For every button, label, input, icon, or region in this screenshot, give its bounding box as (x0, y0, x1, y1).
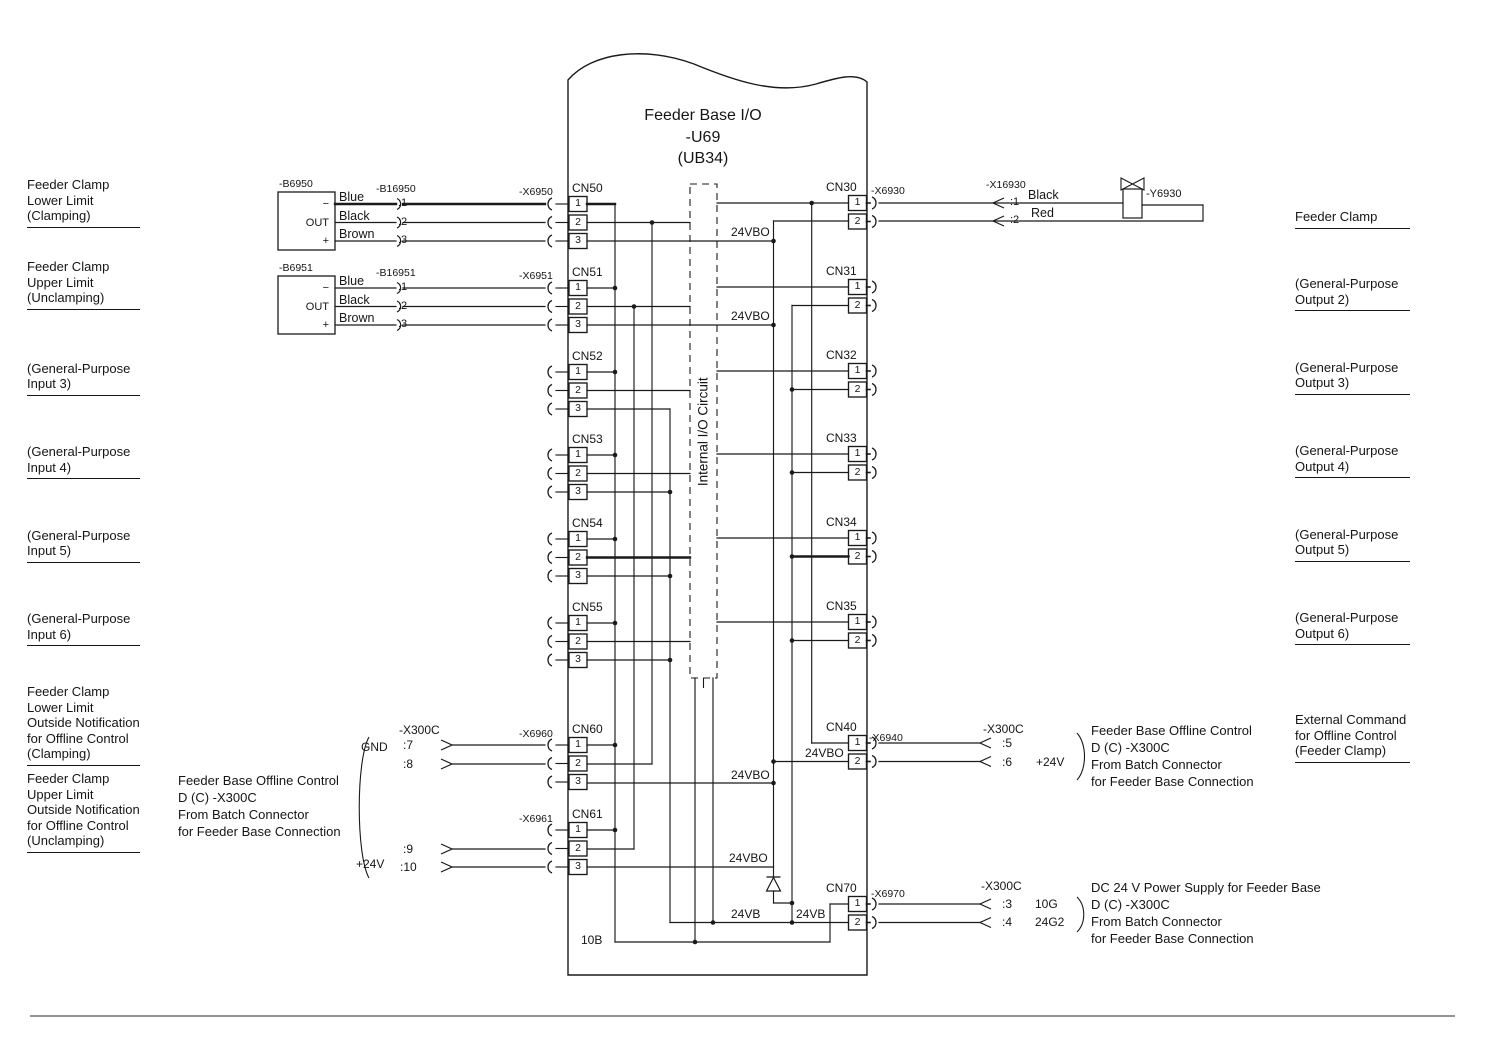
annotation-line: Feeder Clamp (27, 771, 110, 786)
annotation-line: Output 3) (1295, 375, 1350, 390)
sensor-1-plug: -B16951 (376, 267, 416, 279)
pin-number: 1 (575, 197, 581, 209)
pin-number: 2 (575, 634, 581, 647)
pin-number: 2 (575, 841, 581, 854)
note-line: D (C) -X300C (178, 790, 257, 805)
device-ref: -U69 (685, 129, 721, 146)
pin-number: 3 (575, 775, 581, 787)
connector-socket-icon (548, 486, 552, 498)
x300c-pin3: :3 (1002, 897, 1013, 911)
junction-dot (668, 658, 673, 663)
pin-number: 1 (854, 531, 861, 543)
net-24vbo-3: 24VBO (805, 746, 844, 760)
sensor-0-plug: -B16950 (376, 183, 416, 195)
annotation-line: Outside Notification (27, 802, 140, 817)
connector-plug-icon (872, 448, 876, 460)
x16930-pin2: :2 (1010, 214, 1020, 226)
p24v-right-label: +24V (1036, 755, 1065, 769)
pin-number: 1 (854, 897, 861, 909)
pin-number: 3 (575, 569, 581, 581)
annotation-line: Output 6) (1295, 625, 1350, 641)
plug-x16930-label: -X16930 (986, 179, 1026, 191)
sensor-1-id: -B6951 (279, 262, 313, 274)
annotation-line: Input 5) (27, 543, 72, 558)
junction-dot (668, 574, 673, 579)
left-annotation-2 (27, 361, 140, 396)
annotation-line: External Command (1295, 712, 1407, 727)
annotation-line: (General-Purpose (27, 527, 131, 543)
connector-socket-icon (548, 861, 552, 873)
x300c-left-label: -X300C (399, 723, 440, 737)
connector-CN61-label: CN61 (572, 807, 603, 821)
connector-socket-icon (548, 468, 552, 480)
arrow-right-icon (441, 740, 452, 750)
pin-number: 2 (854, 465, 861, 478)
right-annotation-1 (1295, 276, 1410, 311)
wire-color-label: Brown (339, 311, 375, 325)
connector-CN31-label: CN31 (826, 264, 857, 278)
connector-plug-icon (872, 551, 876, 563)
valve-wire-red: Red (1031, 206, 1054, 220)
annotation-line: Input 6) (27, 626, 72, 642)
note-line: for Feeder Base Connection (178, 824, 341, 839)
connector-CN51-label: CN51 (572, 265, 603, 279)
connector-plug-icon (872, 756, 876, 768)
junction-dot (790, 920, 795, 925)
left-annotation-6 (27, 684, 140, 766)
junction-dot (771, 239, 776, 244)
note-line: D (C) -X300C (1091, 897, 1170, 912)
arrow-right-icon (441, 862, 452, 872)
sensor-terminal: + (322, 319, 329, 331)
wire-color-label: Blue (339, 190, 365, 204)
note-line: From Batch Connector (1091, 757, 1222, 772)
annotation-line: (Clamping) (27, 208, 91, 223)
connector-plug-icon (872, 384, 876, 396)
junction-dot (771, 323, 776, 328)
connector-plug-icon (872, 635, 876, 647)
annotation-line: Lower Limit (27, 699, 94, 715)
net-24vbo-5: 24VBO (729, 851, 768, 865)
pin-number: 2 (854, 382, 861, 395)
x300c-power-label: -X300C (981, 879, 1022, 893)
junction-dot (790, 638, 795, 643)
note-line: Feeder Base Offline Control (178, 773, 339, 788)
x300c-pin8: :8 (403, 757, 414, 771)
connector-plug-icon (872, 532, 876, 544)
net-10g: 10G (1035, 897, 1058, 911)
connector-plug-icon (872, 216, 876, 228)
socket-CN70-label: -X6970 (871, 888, 905, 900)
sensor-terminal: + (322, 235, 329, 247)
connector-plug-icon (872, 300, 876, 312)
connector-socket-icon (548, 235, 552, 247)
annotation-line: (General-Purpose (27, 611, 131, 626)
right-annotation-0 (1295, 209, 1410, 229)
net-24vbo-2: 24VBO (731, 309, 770, 323)
annotation-line: (General-Purpose (1295, 443, 1399, 458)
pin-number: 2 (575, 550, 581, 563)
connector-CN54-label: CN54 (572, 516, 603, 530)
connector-plug-icon (872, 281, 876, 293)
connector-CN53-label: CN53 (572, 432, 603, 446)
connector-socket-icon (548, 552, 552, 564)
socket-CN61-label: -X6961 (519, 813, 553, 825)
wire-color-label: Brown (339, 227, 375, 241)
left-annotation-0 (27, 177, 140, 228)
connector-socket-icon (548, 617, 552, 629)
x300c-pin10: :10 (400, 860, 417, 874)
pin-number: 1 (575, 616, 581, 628)
pin-number: 2 (575, 756, 581, 769)
junction-dot (613, 621, 618, 626)
pin-number: 1 (854, 615, 861, 627)
pin-number: 2 (854, 298, 861, 311)
net-24vbo-4: 24VBO (731, 768, 770, 782)
net-24vbo-1: 24VBO (731, 225, 770, 239)
annotation-line: Output 4) (1295, 458, 1350, 474)
power-brace (1077, 897, 1084, 932)
right-annotation-2 (1295, 360, 1410, 395)
p24v-left-label: +24V (356, 857, 385, 871)
connector-socket-icon (548, 776, 552, 788)
annotation-line: (Clamping) (27, 746, 91, 761)
left-annotation-3 (27, 444, 140, 479)
pin-number: 3 (575, 653, 581, 665)
annotation-line: Feeder Clamp (27, 684, 110, 699)
annotation-line: for Offline Control (27, 817, 129, 833)
note-line: From Batch Connector (1091, 914, 1222, 929)
annotation-line: (General-Purpose (1295, 610, 1399, 625)
connector-CN50-label: CN50 (572, 181, 603, 195)
pin-number: 1 (575, 532, 581, 544)
arrow-left-icon (980, 738, 991, 748)
connector-socket-icon (548, 654, 552, 666)
plug-pin-label: :1 (398, 197, 408, 209)
arrow-right-icon (441, 844, 452, 854)
junction-dot (613, 370, 618, 375)
connector-plug-icon (872, 365, 876, 377)
pin-number: 1 (575, 365, 581, 377)
annotation-line: Upper Limit (27, 786, 94, 802)
device-title: Feeder Base I/O (644, 107, 762, 124)
plug-pin-label: :1 (398, 281, 408, 293)
left-annotation-7 (27, 771, 140, 853)
pin-number: 3 (575, 860, 581, 872)
pin-number: 3 (575, 485, 581, 497)
plug-pin-label: :3 (398, 318, 408, 330)
annotation-line: Output 5) (1295, 542, 1350, 557)
offline-left-note (178, 772, 341, 840)
arrow-left-icon (980, 899, 991, 909)
junction-dot (711, 920, 716, 925)
annotation-line: Outside Notification (27, 715, 140, 730)
pin-number: 2 (575, 383, 581, 396)
note-line: From Batch Connector (178, 807, 309, 822)
x300c-pin6: :6 (1002, 755, 1013, 769)
socket-CN30-label: -X6930 (871, 185, 905, 197)
junction-dot (771, 781, 776, 786)
sensor-terminal: − (322, 282, 329, 294)
x300c-pin4: :4 (1002, 915, 1013, 929)
connector-socket-icon (548, 533, 552, 545)
connector-socket-icon (548, 385, 552, 397)
wire-color-label: Black (339, 208, 370, 223)
pin-number: 2 (575, 299, 581, 312)
socket-CN60-label: -X6960 (519, 728, 553, 740)
net-24g2: 24G2 (1035, 915, 1065, 929)
pin-number: 2 (854, 915, 861, 928)
connector-CN30-label: CN30 (826, 180, 857, 194)
connector-CN60-label: CN60 (572, 722, 603, 736)
valve-y6930-label: -Y6930 (1146, 188, 1182, 200)
annotation-line: Upper Limit (27, 274, 94, 290)
diode-icon (767, 878, 781, 892)
pin-number: 1 (854, 364, 861, 376)
annotation-line: Lower Limit (27, 192, 94, 208)
junction-dot (613, 537, 618, 542)
junction-dot (613, 286, 618, 291)
annotation-line: (General-Purpose (1295, 359, 1399, 375)
note-line: Feeder Base Offline Control (1091, 723, 1252, 738)
net-24vb-right: 24VB (796, 907, 826, 921)
annotation-line: (Feeder Clamp) (1295, 743, 1387, 758)
pin-number: 1 (854, 196, 861, 208)
junction-dot (613, 743, 618, 748)
junction-dot (632, 304, 637, 309)
valve-bowtie-icon (1121, 178, 1144, 190)
annotation-line: Feeder Clamp (27, 177, 110, 192)
pin-number: 1 (854, 447, 861, 459)
junction-dot (613, 828, 618, 833)
annotation-line: (General-Purpose (1295, 276, 1399, 291)
pin-number: 3 (575, 318, 581, 330)
sensor-1-socket: -X6951 (519, 270, 553, 282)
pin-number: 2 (854, 549, 861, 562)
pin-number: 1 (854, 280, 861, 292)
pin-number: 1 (575, 448, 581, 460)
offline-right-brace (1077, 733, 1085, 780)
feeder-base-unit-outline (568, 54, 867, 975)
junction-dot (771, 759, 776, 764)
note-line: for Feeder Base Connection (1091, 774, 1254, 789)
annotation-line: Feeder Clamp (27, 259, 110, 274)
left-annotation-4 (27, 528, 140, 563)
left-annotation-5 (27, 611, 140, 646)
plug-pin-label: :2 (398, 215, 408, 228)
junction-dot (650, 220, 655, 225)
connector-socket-icon (548, 449, 552, 461)
left-annotation-1 (27, 259, 140, 310)
note-line: for Feeder Base Connection (1091, 931, 1254, 946)
connector-CN32-label: CN32 (826, 348, 857, 362)
connector-socket-icon (548, 366, 552, 378)
x300c-pin5: :5 (1002, 736, 1013, 750)
annotation-line: Output 2) (1295, 291, 1350, 307)
device-ref2: (UB34) (677, 150, 729, 167)
connector-socket-icon (548, 758, 552, 770)
junction-dot (790, 554, 795, 559)
connector-plug-icon (872, 467, 876, 479)
connector-socket-icon (548, 843, 552, 855)
junction-dot (790, 387, 795, 392)
connector-socket-icon (548, 570, 552, 582)
plug-pin-label: :2 (398, 299, 408, 312)
annotation-line: Input 3) (27, 376, 72, 391)
note-line: D (C) -X300C (1091, 740, 1170, 755)
annotation-line: (General-Purpose (27, 360, 131, 376)
annotation-line: (General-Purpose (1295, 526, 1399, 542)
connector-socket-icon (548, 636, 552, 648)
x300c-pin9: :9 (403, 842, 414, 856)
pin-number: 3 (575, 402, 581, 414)
net-24vb-left: 24VB (731, 907, 761, 921)
connector-CN52-label: CN52 (572, 349, 603, 363)
pin-number: 1 (575, 738, 581, 750)
x300c-right-label: -X300C (983, 722, 1024, 736)
wire-color-label: Black (339, 292, 370, 307)
offline-right-note (1091, 722, 1254, 790)
right-annotation-5 (1295, 610, 1410, 645)
sensor-0-socket: -X6950 (519, 186, 553, 198)
annotation-line: Feeder Clamp (1295, 209, 1378, 224)
wire-color-label: Blue (339, 274, 365, 288)
arrow-left-icon (980, 757, 991, 767)
annotation-line: Input 4) (27, 459, 72, 475)
connector-plug-icon (872, 616, 876, 628)
internal-io-circuit-label: Internal I/O Circuit (695, 377, 711, 487)
connector-socket-icon (548, 403, 552, 415)
connector-CN33-label: CN33 (826, 431, 857, 445)
junction-dot (790, 901, 795, 906)
junction-dot (613, 453, 618, 458)
pin-number: 1 (575, 823, 581, 835)
power-note (1091, 879, 1321, 947)
pin-number: 2 (575, 215, 581, 228)
socket-CN40-label: -X6940 (869, 732, 903, 744)
x16930-pin1: :1 (1010, 196, 1020, 208)
connector-CN40-label: CN40 (826, 720, 857, 734)
connector-CN55-label: CN55 (572, 600, 603, 614)
sensor-terminal: − (322, 198, 329, 210)
annotation-line: for Offline Control (1295, 727, 1397, 743)
right-annotation-3 (1295, 443, 1410, 478)
annotation-line: (Unclamping) (27, 833, 105, 848)
sensor-0-id: -B6950 (279, 178, 313, 190)
pin-number: 1 (854, 736, 861, 748)
connector-socket-icon (548, 319, 552, 331)
valve-wire-black: Black (1028, 188, 1059, 202)
pin-number: 3 (575, 234, 581, 246)
arrow-left-icon (980, 918, 991, 928)
annotation-line: for Offline Control (27, 730, 129, 746)
x300c-pin7: :7 (403, 738, 414, 752)
pin-number: 2 (854, 214, 861, 227)
annotation-line: (Unclamping) (27, 290, 105, 305)
sensor-terminal: OUT (305, 216, 329, 229)
junction-dot (790, 470, 795, 475)
note-line: DC 24 V Power Supply for Feeder Base (1091, 880, 1321, 895)
connector-socket-icon (548, 217, 552, 229)
pin-number: 2 (854, 633, 861, 646)
gnd-label: GND (361, 740, 388, 754)
junction-dot (809, 201, 814, 206)
connector-plug-icon (872, 917, 876, 929)
pin-number: 2 (854, 754, 861, 767)
valve-body (1123, 189, 1142, 218)
net-10b: 10B (581, 933, 603, 947)
pin-number: 1 (575, 281, 581, 293)
connector-CN34-label: CN34 (826, 515, 857, 529)
right-annotation-6 (1295, 712, 1410, 763)
junction-dot (693, 940, 698, 945)
connector-CN70-label: CN70 (826, 881, 857, 895)
junction-dot (668, 490, 673, 495)
arrow-right-icon (441, 759, 452, 769)
pin-number: 2 (575, 466, 581, 479)
connector-socket-icon (548, 301, 552, 313)
right-annotation-4 (1295, 527, 1410, 562)
connector-CN35-label: CN35 (826, 599, 857, 613)
sensor-terminal: OUT (305, 300, 329, 313)
plug-pin-label: :3 (398, 234, 408, 246)
annotation-line: (General-Purpose (27, 444, 131, 459)
